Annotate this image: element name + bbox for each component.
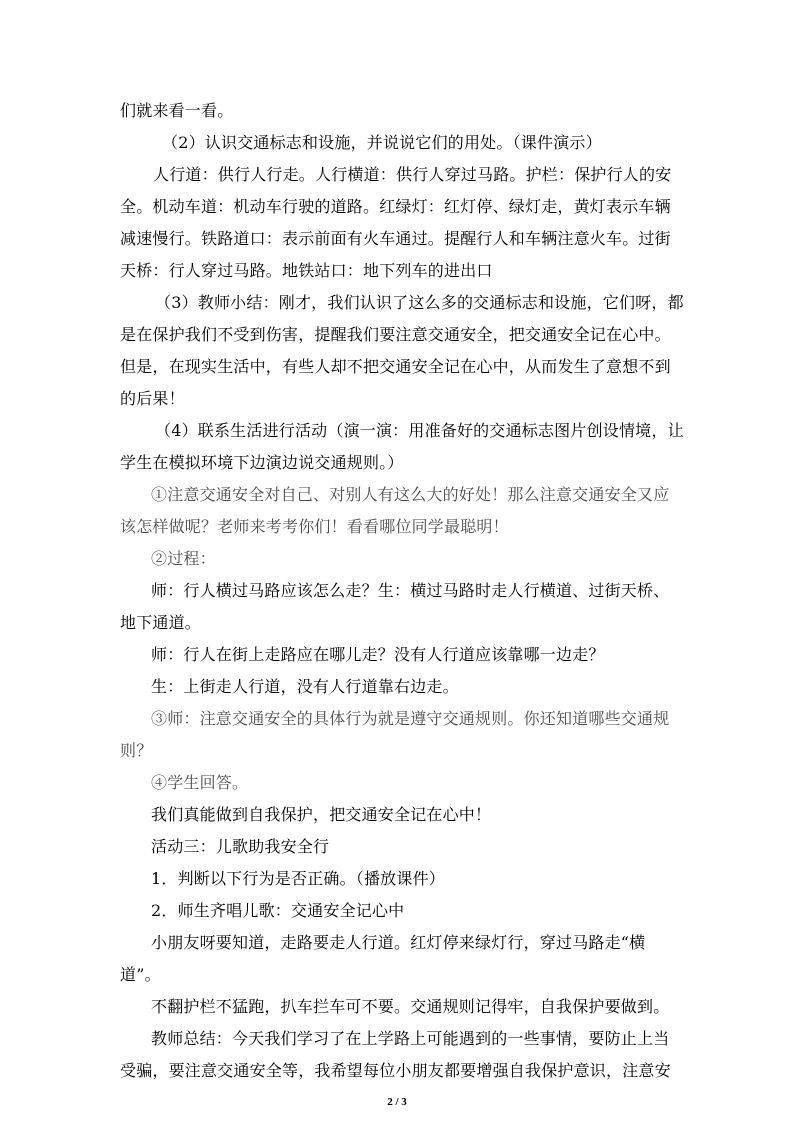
text-line: （4）联系生活进行活动（演一演：用准备好的交通标志图片创设情境，让: [155, 421, 684, 440]
text-line: 则？: [120, 741, 153, 760]
text-line: 们就来看一看。: [120, 101, 234, 120]
text-line: 受骗，要注意交通安全等，我希望每位小朋友都要增强自我保护意识，注意安: [120, 1061, 671, 1080]
text-line: 是在保护我们不受到伤害，提醒我们要注意交通安全，把交通安全记在心中。: [120, 325, 671, 344]
text-line: 活动三：儿歌助我安全行: [151, 837, 330, 856]
text-line: （2）认识交通标志和设施，并说说它们的用处。（课件演示）: [162, 133, 602, 152]
text-line: 天桥：行人穿过马路。地铁站口：地下列车的进出口: [120, 261, 493, 280]
text-line: 但是，在现实生活中，有些人却不把交通安全记在心中，从而发生了意想不到: [120, 357, 671, 376]
text-line: 师：行人横过马路应该怎么走？生：横过马路时走人行横道、过街天桥、: [151, 581, 670, 600]
text-line: 道”。: [120, 965, 161, 984]
text-line: 的后果！: [120, 389, 185, 408]
text-line: 我们真能做到自我保护，把交通安全记在心中！: [151, 805, 492, 824]
text-line: （3）教师小结：刚才，我们认识了这么多的交通标志和设施，它们呀，都: [155, 293, 684, 312]
text-line: ④学生回答。: [151, 773, 249, 792]
text-line: 人行道：供行人行走。人行横道：供行人穿过马路。护栏：保护行人的安: [153, 165, 672, 184]
text-line: ②过程：: [151, 549, 216, 568]
text-line: 全。机动车道：机动车行驶的道路。红绿灯：红灯停、绿灯走，黄灯表示车辆: [120, 197, 671, 216]
text-line: 1．判断以下行为是否正确。（播放课件）: [151, 869, 445, 888]
text-line: ①注意交通安全对自己、对别人有这么大的好处！那么注意交通安全又应: [151, 485, 670, 504]
text-line: ③师：注意交通安全的具体行为就是遵守交通规则。你还知道哪些交通规: [151, 709, 670, 728]
text-line: 2．师生齐唱儿歌：交通安全记心中: [151, 901, 405, 920]
page-number: 2 / 3: [387, 1096, 407, 1108]
text-line: 小朋友呀要知道，走路要走人行道。红灯停来绿灯行，穿过马路走“横: [151, 933, 646, 952]
text-line: 教师总结：今天我们学习了在上学路上可能遇到的一些事情，要防止上当: [151, 1029, 670, 1048]
text-line: 减速慢行。铁路道口：表示前面有火车通过。提醒行人和车辆注意火车。过街: [120, 229, 671, 248]
text-line: 生：上街走人行道，没有人行道靠右边走。: [151, 677, 459, 696]
text-line: 学生在模拟环境下边演边说交通规则。）: [120, 453, 404, 472]
text-line: 地下通道。: [120, 613, 202, 632]
text-line: 该怎样做呢？老师来考考你们！看看哪位同学最聪明！: [120, 517, 509, 536]
text-line: 不翻护栏不猛跑，扒车拦车可不要。交通规则记得牢，自我保护要做到。: [151, 997, 670, 1016]
text-line: 师：行人在街上走路应在哪儿走？没有人行道应该靠哪一边走？: [151, 645, 605, 664]
